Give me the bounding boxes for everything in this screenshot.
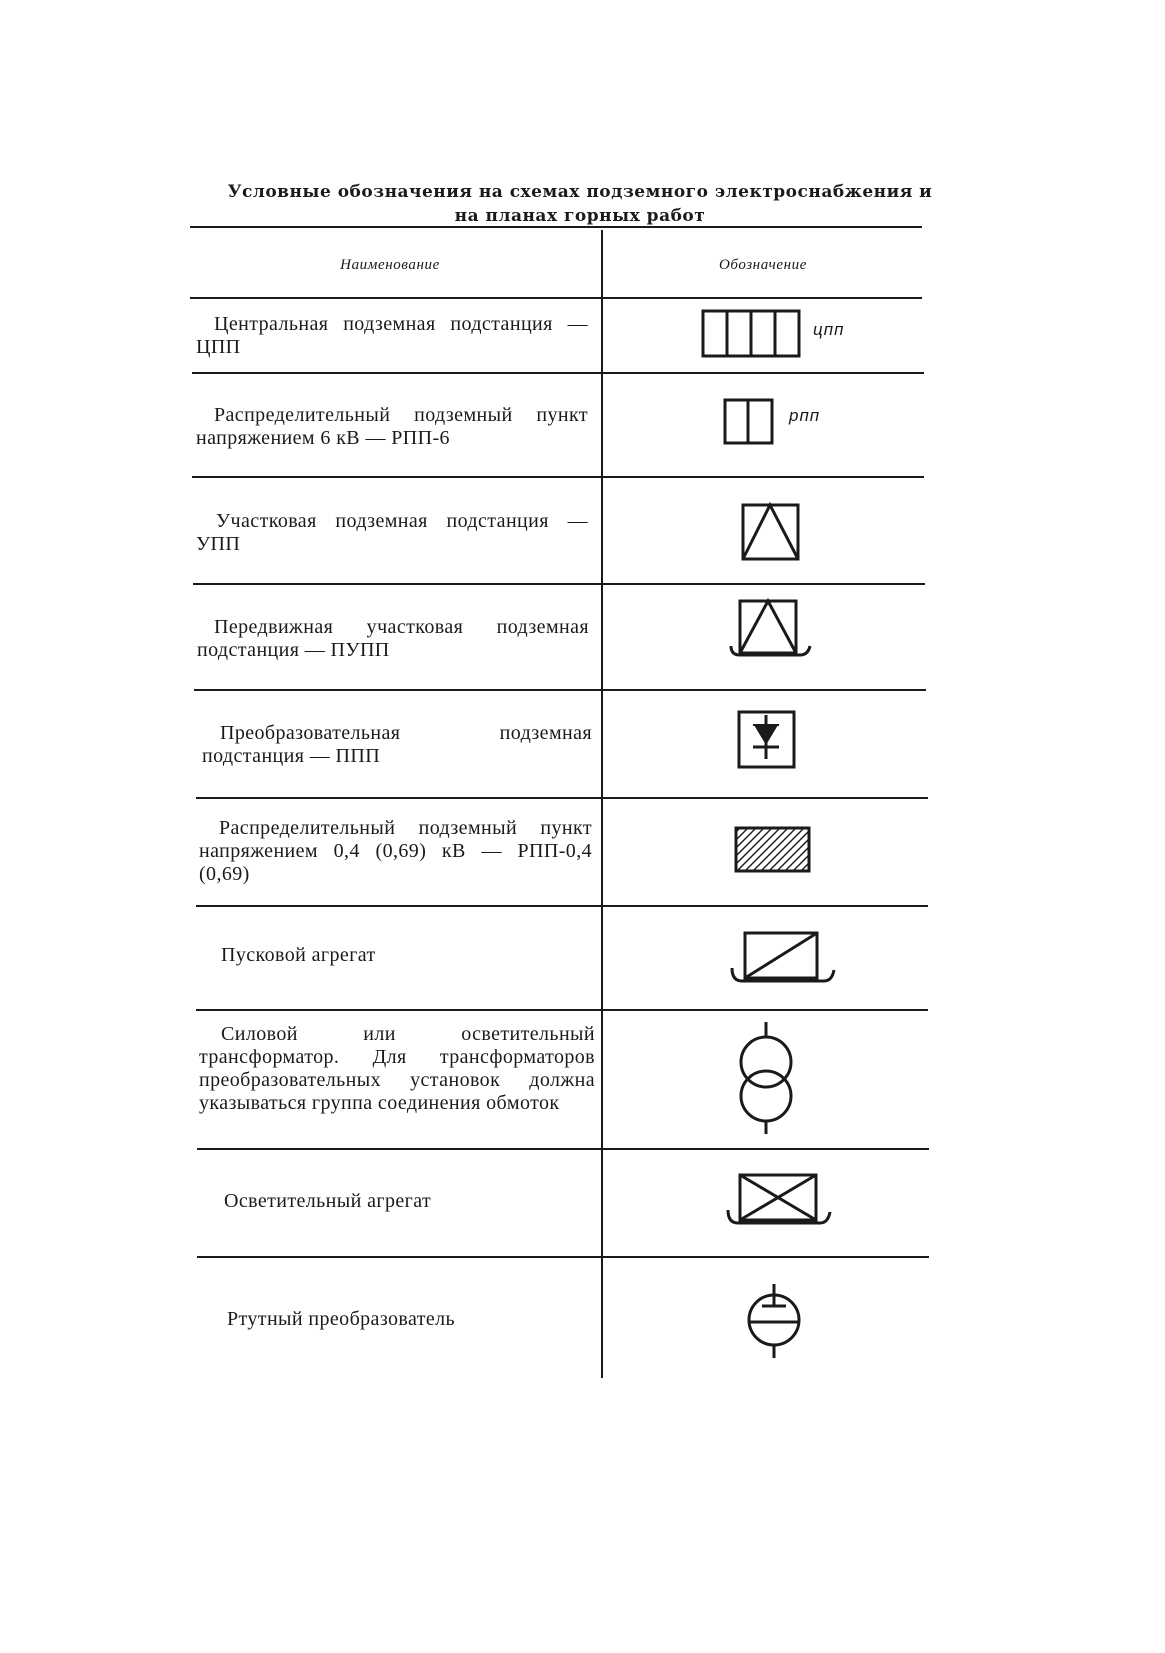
rectangle-with-cross-on-skids-icon <box>724 1170 834 1230</box>
row-name-lighting-unit: Осветительный агрегат <box>224 1190 432 1212</box>
square-with-diode-icon <box>736 709 798 771</box>
mercury-rectifier-circle-icon <box>744 1282 804 1360</box>
row-divider <box>192 372 924 374</box>
header-bottom-rule <box>190 297 922 299</box>
transformer-two-circles-icon <box>735 1022 797 1134</box>
row-divider <box>193 583 925 585</box>
row-divider <box>196 905 928 907</box>
row-name-cpp: Центральная подземная подстанция — ЦПП <box>196 313 588 358</box>
column-header-name: Наименование <box>340 257 440 273</box>
row-name-mercury-rectifier: Ртутный преобразователь <box>227 1308 456 1330</box>
cpp-three-cell-rectangle-icon <box>700 308 804 360</box>
row-name-ppp: Преобразовательная подземная подстанция — ППП <box>202 722 592 767</box>
row-divider <box>197 1148 929 1150</box>
row-divider <box>196 797 928 799</box>
rectangle-with-diagonal-on-skids-icon <box>728 928 838 988</box>
row-name-pupp: Передвижная участковая подземная подстанция — ПУПП <box>197 616 589 661</box>
hatched-rectangle-icon <box>733 825 813 875</box>
column-separator <box>601 230 603 1378</box>
row-name-transformer: Силовой или осветительный трансформатор. Для трансформаторов преобразовательных установок должна указываться группа соединения обмоток <box>199 1023 595 1114</box>
title-line-1: Условные обозначения на схемах подземного электроснабжения и <box>227 182 933 202</box>
row-divider <box>197 1256 929 1258</box>
row-divider <box>194 689 926 691</box>
row-divider <box>196 1009 928 1011</box>
row-divider <box>192 476 924 478</box>
rpp-two-cell-rectangle-icon <box>722 397 776 447</box>
square-with-triangle-icon <box>740 502 802 562</box>
table-top-rule <box>190 226 922 228</box>
column-header-symbol: Обозначение <box>718 257 808 273</box>
page-title <box>195 180 965 228</box>
row-name-rpp-04: Распределительный подземный пункт напряжением 0,4 (0,69) кВ — РПП-0,4 (0,69) <box>199 817 592 885</box>
row-name-upp: Участковая подземная подстанция — УПП <box>196 510 588 555</box>
row-name-rpp-6: Распределительный подземный пункт напряжением 6 кВ — РПП-6 <box>196 404 588 449</box>
rpp-symbol-label: рпп <box>789 406 821 425</box>
square-with-triangle-on-skids-icon <box>728 598 814 662</box>
row-name-starter: Пусковой агрегат <box>221 944 376 966</box>
title-line-2: на планах горных работ <box>454 206 706 226</box>
cpp-symbol-label: цпп <box>813 320 845 339</box>
